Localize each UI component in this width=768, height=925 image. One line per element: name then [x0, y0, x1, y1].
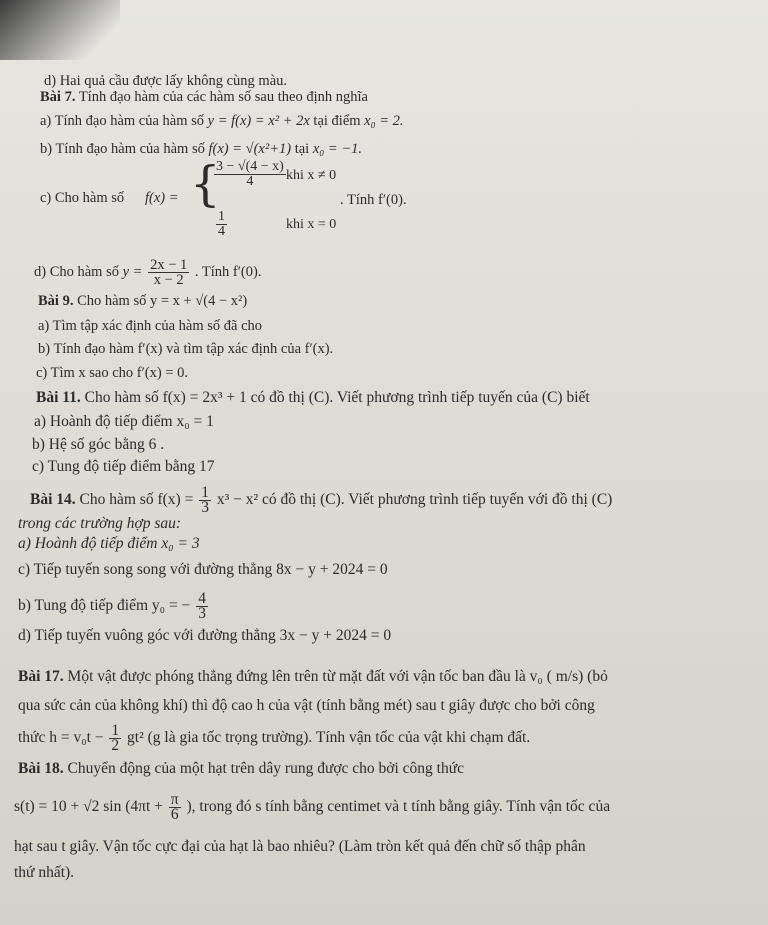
- formula: x₀ = 2.: [364, 113, 404, 129]
- exercise-label: Bài 11.: [36, 389, 81, 406]
- exercise-11b: b) Hệ số góc bằng 6 .: [32, 436, 165, 453]
- formula: x₀ = −1.: [312, 141, 362, 157]
- exercise-11-heading: [36, 389, 590, 407]
- exercise-7d: [34, 258, 261, 287]
- numerator: 1: [201, 484, 209, 501]
- exercise-18-line4: thứ nhất).: [14, 864, 75, 881]
- exercise-11a: a) Hoành độ tiếp điểm x₀ = 1: [34, 413, 214, 430]
- exercise-7c-fx: [145, 189, 179, 207]
- formula: f(x) = √(x²+1): [208, 141, 292, 157]
- text-line: d) Hai quả cầu được lấy không cùng màu.: [44, 73, 288, 89]
- exercise-18-heading: [18, 760, 464, 778]
- exercise-label: Bài 7.: [40, 89, 76, 105]
- exercise-text: Một vật được phóng thẳng đứng lên trên từ mặt đất với vận tốc ban đầu là v₀ ( m/s) (bỏ: [67, 668, 608, 685]
- exercise-14c: c) Tiếp tuyến song song với đường thẳng 8x − y + 2024 = 0: [18, 561, 388, 578]
- denominator: 3: [198, 605, 206, 622]
- formula: y = f(x) = x² + 2x: [207, 113, 310, 129]
- numerator: 4: [198, 590, 206, 607]
- piece-2-frac: [214, 210, 229, 239]
- exercise-9c: c) Tìm x sao cho f′(x) = 0.: [36, 365, 189, 381]
- piece-1-cond: khi x ≠ 0: [286, 168, 337, 183]
- exercise-11c: c) Tung độ tiếp điểm bằng 17: [32, 458, 215, 475]
- text: tại điểm: [313, 113, 361, 129]
- text: gt² (g là gia tốc trọng trường). Tính vận tốc của vật khi chạm đất.: [127, 729, 531, 747]
- exercise-text: Cho hàm số y = x + √(4 − x²): [77, 293, 248, 309]
- exercise-14a: a) Hoành độ tiếp điểm x₀ = 3: [18, 535, 200, 552]
- page-shadow: [0, 0, 120, 60]
- formula: f(x) =: [145, 190, 179, 206]
- exercise-9a: a) Tìm tập xác định của hàm số đã cho: [38, 318, 263, 334]
- numerator: 3 − √(4 − x): [216, 159, 284, 174]
- denominator: 3: [201, 499, 209, 516]
- denominator: 4: [246, 174, 254, 189]
- piece-2-cond: khi x = 0: [286, 217, 337, 232]
- exercise-label: Bài 14.: [30, 491, 76, 509]
- text: tại: [294, 141, 310, 157]
- formula: y =: [122, 263, 143, 280]
- denominator: 6: [170, 806, 179, 823]
- denominator: x − 2: [153, 272, 184, 288]
- denominator: 2: [111, 737, 120, 754]
- denominator: 4: [218, 224, 225, 239]
- exercise-label: Bài 18.: [18, 760, 64, 777]
- exercise-7c-tail: . Tính f′(0).: [340, 192, 407, 208]
- text: b) Tính đạo hàm của hàm số: [40, 141, 205, 157]
- exercise-18-line3: hạt sau t giây. Vận tốc cực đại của hạt là bao nhiêu? (Làm tròn kết quả đến chữ số thập phân: [14, 838, 586, 855]
- numerator: 1: [218, 209, 225, 224]
- text: thức h = v₀t −: [18, 729, 104, 747]
- exercise-14-line2: trong các trường hợp sau:: [18, 515, 182, 532]
- numerator: 2x − 1: [150, 257, 188, 273]
- numerator: π: [170, 791, 179, 808]
- text: ), trong đó s tính bằng centimet và t tính bằng giây. Tính vận tốc của: [186, 798, 611, 816]
- text: x³ − x² có đồ thị (C). Viết phương trình tiếp tuyến với đồ thị (C): [216, 491, 613, 509]
- text: a) Tính đạo hàm của hàm số: [40, 113, 205, 129]
- piece-1-frac: [212, 160, 288, 189]
- numerator: 1: [111, 722, 120, 739]
- exercise-18-line2: [14, 793, 610, 822]
- text: d) Cho hàm số: [34, 263, 119, 280]
- exercise-text: Cho hàm số f(x) = 2x³ + 1 có đồ thị (C). Viết phương trình tiếp tuyến của (C) biết: [84, 389, 590, 406]
- exercise-text: Chuyển động của một hạt trên dây rung được cho bởi công thức: [67, 760, 465, 777]
- exercise-9-heading: [38, 292, 247, 310]
- exercise-14d: d) Tiếp tuyến vuông góc với đường thẳng 3x − y + 2024 = 0: [18, 627, 392, 644]
- exercise-text: Tính đạo hàm của các hàm số sau theo định nghĩa: [78, 89, 368, 105]
- exercise-7c-label: c) Cho hàm số: [40, 190, 125, 206]
- piecewise-brace: {: [190, 156, 221, 212]
- text: s(t) = 10 + √2 sin: [14, 798, 122, 816]
- text: . Tính f′(0).: [194, 263, 262, 280]
- exercise-17-line2: qua sức cản của không khí) thì độ cao h của vật (tính bằng mét) sau t giây được cho bởi công: [18, 697, 595, 714]
- exercise-7a: [40, 112, 404, 130]
- exercise-17-line3: [18, 724, 530, 753]
- text: b) Tung độ tiếp điểm y₀ = −: [18, 597, 191, 615]
- exercise-label: Bài 17.: [18, 668, 64, 685]
- exercise-17-heading: [18, 668, 608, 686]
- exercise-label: Bài 9.: [38, 293, 74, 309]
- exercise-14b: [18, 592, 210, 621]
- exercise-7-heading: [40, 88, 368, 106]
- exercise-14-heading: [30, 486, 612, 515]
- text: (4πt +: [125, 798, 163, 816]
- text: Cho hàm số f(x) =: [79, 491, 194, 509]
- exercise-9b: b) Tính đạo hàm f′(x) và tìm tập xác định của f′(x).: [38, 341, 334, 357]
